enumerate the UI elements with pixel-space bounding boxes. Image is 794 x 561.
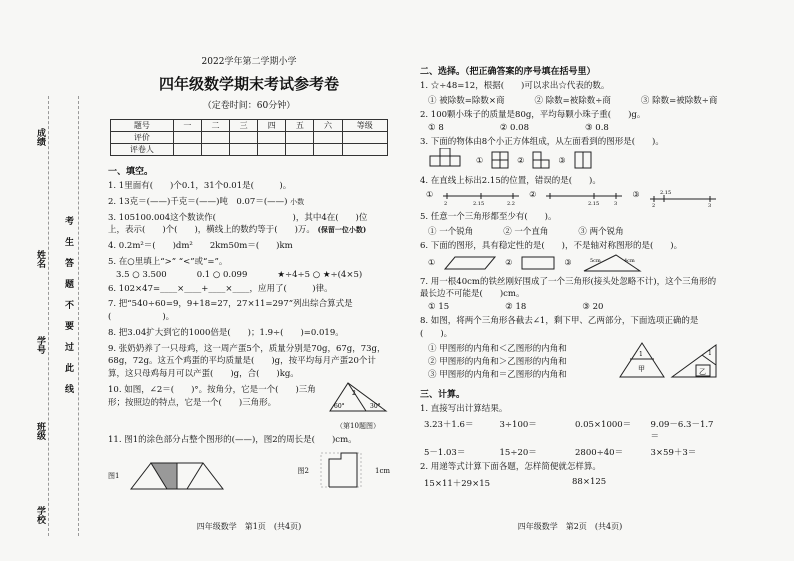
th-2: 二 — [201, 120, 229, 132]
calc-item: 3.23＋1.6＝ — [424, 420, 474, 431]
calc-item: 15÷20＝ — [499, 448, 537, 459]
question-9: 9. 张奶奶养了一只母鸡，这一周产蛋5个，质量分别是70g，67g，73g，68g，72g。这五个鸡蛋的平均质量是( )g，按平均每月产蛋20个计算，这只母鸡每月可以产蛋( )g，合( )kg。 — [108, 343, 386, 379]
calc-item: 15×11＋29×15 — [424, 479, 491, 489]
exam-title: 四年级数学期末考试参考卷 — [158, 75, 339, 93]
choice-2-opt-3: ③ 0.8 — [584, 122, 609, 133]
choice-6-figures — [428, 253, 720, 273]
section-fill-blank: 一、填空。 — [108, 167, 154, 177]
choice-1-options — [428, 94, 720, 106]
choice-5-opt-3: ③ 两个锐角 — [578, 226, 624, 237]
choice-4-opt-2: ② — [529, 190, 537, 199]
figure-1 — [108, 461, 227, 491]
angle-60: 60° — [334, 402, 345, 410]
th-1: 一 — [173, 120, 201, 132]
row-evaluation: 评价 — [111, 132, 174, 144]
score-table-row — [111, 144, 388, 156]
choice-4-numberlines — [426, 190, 720, 208]
choice-8-body — [420, 341, 720, 381]
question-11: 11. 图1的涂色部分占整个图形的(——)，图2的周长是( )cm。 — [108, 434, 357, 445]
trapezoid-figure — [127, 461, 227, 491]
time-note: （定卷时间：60分钟） — [202, 101, 296, 111]
choice-8-opt-3: ③ 甲图形的内角和＝乙图形的内角和 — [428, 369, 567, 380]
page-1 — [108, 48, 390, 538]
figure-2 — [298, 451, 390, 491]
choice-5-options — [428, 225, 720, 237]
question-10: 10. 如图，∠2＝( )°。按角分，它是一个( )三角形；按照边的特点，它是一个( )三角形。 — [108, 384, 316, 408]
tick-7: 2.15 — [659, 190, 671, 196]
choice-1-opt-1: ① 被除数=除数×商 — [428, 95, 505, 106]
view-option-2-icon — [532, 151, 550, 169]
tick-1: 2 — [444, 201, 448, 206]
calc-2-items — [424, 477, 720, 489]
choice-3-opt-1: ① — [476, 155, 484, 165]
student-id-label: 学号 — [35, 336, 45, 354]
choice-7-opt-2: ② 18 — [505, 302, 527, 312]
tick-4: 2.15 — [588, 201, 600, 206]
choice-3-opt-2: ② — [517, 155, 525, 165]
calc-item: 0.05×1000＝ — [575, 420, 632, 431]
label-jia: 甲 — [638, 364, 645, 373]
tick-5: 3 — [614, 201, 618, 206]
cut-line-left — [48, 96, 55, 536]
choice-8-opt-2: ② 甲图形的内角和＞乙图形的内角和 — [428, 356, 567, 367]
angle-30: 30° — [370, 402, 381, 410]
section-calc: 三、计算。 — [420, 389, 466, 400]
view-option-1-icon — [491, 151, 509, 169]
row-grader: 评卷人 — [111, 144, 174, 156]
th-4: 四 — [258, 120, 286, 132]
calc-item: 5－1.03＝ — [424, 448, 466, 459]
choice-3-figures — [428, 148, 720, 172]
score-table-row — [111, 132, 388, 144]
school-label: 学校 — [35, 506, 45, 524]
calc-item: 9.09－6.3－1.7＝ — [650, 420, 714, 443]
choice-4-opt-3: ③ — [632, 190, 640, 199]
question-2: 2. 13克＝(——)千克＝(——)吨 0.07＝(——) 小数 — [108, 196, 305, 207]
th-6: 六 — [314, 120, 342, 132]
question-7: 7. 把“540÷60=9，9+18=27，27×11=297”列出综合算式是( )。 — [108, 299, 353, 322]
calc-item: 2800÷40＝ — [575, 448, 624, 459]
choice-1-opt-2: ② 除数=被除数÷商 — [534, 95, 611, 106]
fig1-label: 图1 — [108, 471, 120, 480]
choice-3-opt-3: ③ — [558, 155, 566, 165]
q5-item-1: 3.5 ○ 3.500 — [116, 269, 167, 280]
angle-2: 2 — [352, 389, 356, 397]
calc-item: 3÷100＝ — [499, 420, 537, 431]
q5-items — [116, 270, 390, 280]
side-5cm: 5cm — [589, 257, 601, 264]
side-4cm: 4cm — [623, 257, 635, 264]
numberline-1 — [441, 190, 521, 206]
score-table-header — [111, 120, 388, 132]
choice-2-opt-2: ② 0.08 — [499, 122, 529, 133]
q10-figure — [326, 381, 390, 431]
q3-note: (保留一位小数) — [317, 225, 367, 235]
th-3: 三 — [230, 120, 258, 132]
question-1: 1. 1里面有( )个0.1，31个0.01是( )。 — [108, 181, 292, 191]
choice-6-opt-3: ③ — [564, 258, 572, 267]
score-label: 成绩 — [35, 128, 45, 146]
parallelogram-figure — [443, 255, 497, 271]
tick-3: 2.2 — [507, 201, 516, 206]
choice-8: 8. 如图，将两个三角形各截去∠1，剩下甲、乙两部分，下面选项正确的是( )。 — [420, 316, 699, 339]
choice-8-options — [428, 342, 608, 381]
choice-2-options — [428, 123, 720, 133]
choice-1: 1. ☆÷48=12，根据( )可以求出☆代表的数。 — [420, 81, 610, 91]
choice-2: 2. 100颗小珠子的质量是80g，平均每颗小珠子重( )g。 — [420, 109, 646, 120]
tick-8: 3 — [707, 203, 711, 208]
choice-5-opt-1: ① 一个锐角 — [428, 226, 474, 237]
q2-small-note: 小数 — [290, 197, 305, 206]
choice-7-opt-3: ③ 20 — [582, 302, 604, 312]
numberline-2 — [544, 190, 624, 206]
choice-7: 7. 用一根40cm的铁丝刚好围成了一个三角形(接头处忽略不计)，这个三角形的最长边不可能是( )cm。 — [420, 276, 717, 300]
score-table — [110, 119, 388, 156]
cut-triangles-figure — [616, 341, 720, 379]
calc-item: 3×59＋3＝ — [650, 448, 697, 459]
question-5: 5. 在○里填上“>” “<”或“=”。 — [108, 256, 228, 267]
choice-8-opt-1: ① 甲图形的内角和＜乙图形的内角和 — [428, 343, 567, 354]
choice-3: 3. 下面的物体由8个小正方体组成，从左面看到的图形是( )。 — [420, 136, 664, 147]
class-label: 班级 — [35, 422, 45, 440]
numberline-3 — [648, 190, 718, 208]
view-option-3-icon — [574, 151, 592, 169]
choice-4-opt-1: ① — [426, 190, 434, 199]
cube-stack-figure — [428, 148, 468, 172]
tick-6: 2 — [651, 203, 655, 208]
school-year: 2022学年第二学期小学 — [201, 57, 297, 67]
triangle-shape-figure — [580, 253, 644, 273]
choice-7-options — [428, 302, 720, 312]
th-5: 五 — [286, 120, 314, 132]
question-6: 6. 102×47=____×____+____×____，应用了( )律。 — [108, 283, 333, 294]
binding-notice: 考生答题不要过此线 — [63, 216, 73, 405]
cut-line-right — [78, 96, 85, 536]
q5-item-3: ★÷4÷5 ○ ★÷(4×5) — [277, 269, 363, 280]
fig2-unit: 1cm — [374, 466, 390, 475]
choice-5: 5. 任意一个三角形都至少有( )。 — [420, 212, 557, 222]
triangle-figure — [326, 381, 390, 417]
binding-margin — [0, 40, 108, 540]
choice-4: 4. 在直线上标出2.15的位置，错误的是( )。 — [420, 176, 601, 187]
th-question: 题号 — [111, 120, 174, 132]
choice-6-opt-2: ② — [505, 258, 513, 267]
name-label: 姓名 — [35, 250, 45, 268]
calc-1: 1. 直接写出计算结果。 — [420, 403, 508, 414]
q11-figures — [108, 451, 390, 491]
calc-1-items — [424, 418, 720, 458]
page-1-footer: 四年级数学 第1页 (共4页) — [196, 522, 302, 531]
rectangle-figure — [520, 255, 556, 271]
label-yi: 乙 — [699, 367, 706, 376]
choice-6-opt-1: ① — [428, 258, 436, 267]
choice-6: 6. 下面的图形，具有稳定性的是( )，不是轴对称图形的是( )。 — [420, 240, 683, 251]
calc-2: 2. 用递等式计算下面各题，怎样简便就怎样算。 — [420, 462, 601, 473]
choice-7-opt-1: ① 15 — [428, 302, 450, 312]
calc-item: 88×125 — [572, 477, 607, 487]
choice-5-opt-2: ② 一个直角 — [503, 226, 549, 237]
choice-2-opt-1: ① 8 — [428, 122, 444, 133]
grid-figure — [317, 451, 367, 491]
q5-item-2: 0.1 ○ 0.099 — [196, 269, 248, 280]
q10-fig-caption: （第10题图） — [336, 421, 380, 430]
page-2 — [420, 48, 720, 538]
section-choice: 二、选择。（把正确答案的序号填在括号里） — [420, 67, 596, 77]
angle-1-b: 1 — [708, 349, 712, 357]
question-4: 4. 0.2m²＝( )dm² 2km50m＝( )km — [108, 241, 293, 251]
tick-2: 2.15 — [473, 201, 485, 206]
page-2-footer: 四年级数学 第2页 (共4页) — [517, 522, 623, 531]
th-grade: 等级 — [342, 120, 388, 132]
question-8: 8. 把3.04扩大到它的1000倍是( )；1.9÷( )=0.019。 — [108, 327, 344, 338]
fig2-label: 图2 — [297, 466, 309, 475]
question-3: 3. 105100.004这个数读作( )，其中4在( )位 上，表示( )个( )，横线上的数约等于( )万。 (保留一位小数) — [108, 212, 368, 236]
angle-1-a: 1 — [639, 350, 643, 358]
choice-1-opt-3: ③ 除数=被除数÷商 — [640, 95, 718, 106]
